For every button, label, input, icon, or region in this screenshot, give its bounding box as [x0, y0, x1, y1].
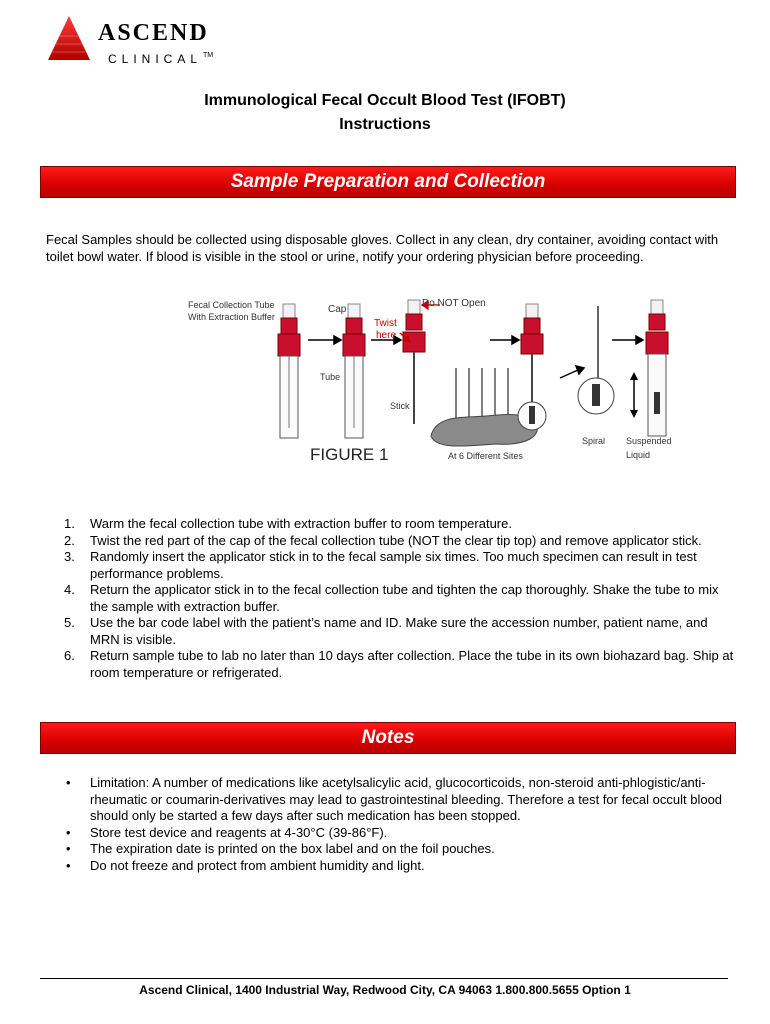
- list-item: [64, 549, 734, 582]
- step-number: 3.: [64, 549, 75, 564]
- step-text: Randomly insert the applicator stick in to the fecal sample six times. Too much specimen can result in test performance problems.: [90, 549, 697, 581]
- bullet-icon: •: [66, 824, 71, 840]
- label-twist: Twist: [374, 318, 397, 329]
- note-text: Limitation: A number of medications like acetylsalicylic acid, glucocorticoids, non-steroid anti-phlogistic/anti-rheumatic or coumarin-derivatives may lead to gastrointestinal bleeding. Therefore a test for fecal occult blood should only be started a few days after such medication has been stopped.: [90, 775, 723, 823]
- step-text: Return sample tube to lab no later than 10 days after collection. Place the tube in its own biohazard bag. Ship at room temperature or refrigerated.: [90, 648, 734, 680]
- logo-sub-text: [108, 52, 213, 66]
- logo-clinical-text: CLINICAL: [108, 52, 203, 66]
- step-text: Warm the fecal collection tube with extraction buffer to room temperature.: [90, 516, 512, 531]
- label-liquid: Liquid: [626, 450, 651, 460]
- bullet-icon: •: [66, 775, 71, 790]
- spiral-stick: [578, 306, 614, 414]
- list-item: [64, 533, 734, 550]
- tube-4: [518, 304, 546, 430]
- footer-divider: [40, 978, 728, 979]
- section-banner-notes: Notes: [40, 722, 736, 754]
- document-title: Immunological Fecal Occult Blood Test (IFOBT): [204, 92, 566, 109]
- label-here: here: [376, 330, 397, 341]
- logo-brand-text: ASCEND: [98, 20, 209, 46]
- label-tube: Tube: [320, 372, 341, 382]
- note-text: Store test device and reagents at 4-30°C (39-86°F).: [90, 824, 388, 840]
- section-banner-sample-preparation: Sample Preparation and Collection: [40, 166, 736, 198]
- list-item: [64, 648, 734, 681]
- list-item: [64, 825, 734, 842]
- instruction-steps: [64, 516, 734, 681]
- footer-address: Ascend Clinical, 1400 Industrial Way, Redwood City, CA 94063 1.800.800.5655 Option 1: [139, 983, 631, 997]
- list-item: [64, 858, 734, 875]
- list-item: [64, 582, 734, 615]
- label-tube-with-buffer-2: With Extraction Buffer: [188, 312, 275, 322]
- step-number: 2.: [64, 532, 75, 548]
- label-do-not-open: Do NOT Open: [422, 298, 486, 309]
- note-text: Do not freeze and protect from ambient humidity and light.: [90, 857, 425, 873]
- step-number: 4.: [64, 582, 75, 597]
- list-item: [64, 775, 734, 825]
- bullet-icon: •: [66, 857, 71, 873]
- logo-triangle-icon: [46, 14, 92, 64]
- notes-list: [64, 775, 734, 874]
- label-cap: Cap: [328, 304, 347, 315]
- tube-5: [630, 300, 668, 436]
- list-item: [64, 615, 734, 648]
- label-sites: At 6 Different Sites: [448, 451, 523, 461]
- document-subtitle: Instructions: [339, 116, 431, 133]
- collection-figure: [186, 296, 676, 476]
- step-text: Twist the red part of the cap of the fecal collection tube (NOT the clear tip top) and remove applicator stick.: [90, 532, 702, 548]
- company-logo: [46, 14, 221, 66]
- intro-paragraph: Fecal Samples should be collected using disposable gloves. Collect in any clean, dry container, avoiding contact with toilet bowl water. If blood is visible in the stool or urine, notify your ordering physician before proceeding.: [46, 232, 719, 264]
- step-text: Use the bar code label with the patient’s name and ID. Make sure the accession number, patient name, and MRN is visible.: [90, 615, 708, 647]
- step-number: 1.: [64, 516, 75, 531]
- label-stick: Stick: [390, 401, 410, 411]
- tube-2: [343, 304, 365, 438]
- step-number: 6.: [64, 648, 75, 663]
- step-text: Return the applicator stick in to the fecal collection tube and tighten the cap thoroughly. Shake the tube to mix the sample with extraction buffer.: [90, 582, 719, 614]
- logo-trademark: TM: [203, 52, 214, 59]
- note-text: The expiration date is printed on the box label and on the foil pouches.: [90, 841, 495, 856]
- list-item: [64, 841, 734, 858]
- list-item: [64, 516, 734, 533]
- bullet-icon: •: [66, 841, 71, 856]
- figure-caption: FIGURE 1: [310, 445, 389, 464]
- tube-1: [278, 304, 300, 438]
- label-spiral: Spiral: [582, 436, 606, 446]
- label-tube-with-buffer: Fecal Collection Tube: [188, 300, 275, 310]
- step-number: 5.: [64, 615, 75, 630]
- label-suspended: Suspended: [626, 436, 672, 446]
